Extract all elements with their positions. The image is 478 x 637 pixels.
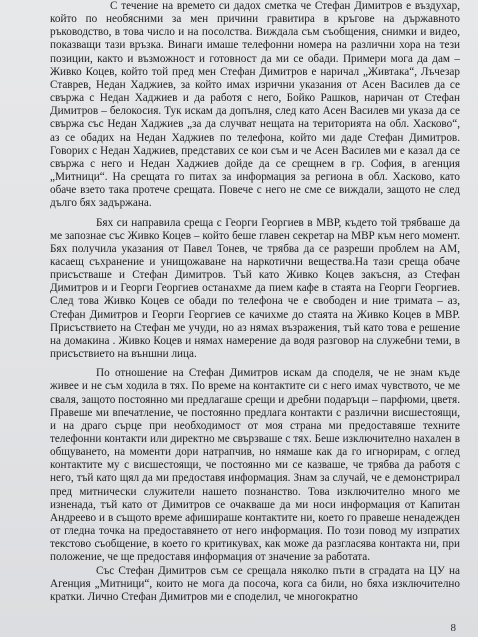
paragraph-4: Със Стефан Димитров съм се срещала няколко пъти в сградата на ЦУ на Агенция „Митници“, които не мога да посоча, кога са били, но бяха изключително кратки. Лично Стефан Димитров ми е споделил, че многократно	[50, 564, 460, 603]
paragraph-2: Бях си направила среща с Георги Георгиев в МВР, където той трябваше да ме запознае със Живко Коцев – който беше главен секретар на МВР към него момент. Бях получила указания от Павел Тонев, че трябва да се разреши проблем на АМ, касаещ съхранение и унищожаване на наркотични вещества.На тази среща обаче присъстваше и Стефан Димитров. Тъй като Живко Коцев закъсня, аз Стефан Димитров и и Георги Георгиев останахме да пием кафе в стаята на Георги Георгиев. След това Живко Коцев се обади по телефона че е свободен и ние тримата – аз, Стефан Димитров и Георги Георгиев се качихме до стаята на Живко Коцев в МВР. Присъствието на Стефан ме учуди, но аз нямах възражения, тъй като това е решение на домакина . Живко Коцев и нямах намерение да водя разговор на служебни теми, в присъствието на външни лица.	[50, 216, 460, 361]
document-body	[50, 0, 460, 604]
paragraph-3: По отношение на Стефан Димитров искам да споделя, че не знам къде живее и не съм ходила в тях. По време на контактите си с него имах чувството, че ме сваля, защото постоянно ми предлагаше срещи и дребни подаръци – парфюми, цветя. Правеше ми впечатление, че постоянно предлага контакти с различни висшестоящи, и на драго сърце при необходимост от моя страна ми предоставяше техните телефонни контакти или директно ме свързваше с тях. Беше изключително нахален в общуването, на моменти дори натрапчив, но нямаше как да го игнорирам, с оглед контактите му с висшестоящи, че постоянно ми се казваше, че трябва да работя с него, тъй като щял да ми предоставя информация. Знам за случай, че е демонстрирал пред митнически служители нашето познанство. Това изключително много ме изненада, тъй като от Димитров се очакваше да ми носи информация от Капитан Андреево и в същото време афишираше контактите ни, което го правеше ненадежден от гледна точка на предоставянето от него информация. По този повод му изпратих текстово съобщение, в което го критикувах, как може да разгласява контакта ни, при положение, че ще предоставя информация от значение за работата.	[50, 367, 460, 564]
page-number: 8	[450, 622, 456, 634]
paragraph-1: С течение на времето си дадох сметка че Стефан Димитров е въздухар, който по необясними за мен причини гравитира в кръгове на държавното ръководство, в това число и на посолства. Виждала съм съобщения, снимки и видео, показващи тази връзка. Винаги имаше телефонни номера на различни хора на тези позиции, както и възможност и готовност да ми се обади. Примери мога да дам – Живко Коцев, който той пред мен Стефан Димитров е наричал „Живтака“, Лъчезар Ставрев, Недан Хаджиев, за който имах изрични указания от Асен Василев да се свържа с Недан Хаджиев и да работя с него, Бойко Рашков, наричан от Стефан Димитров – белокосия. Тук искам да допълня, след като Асен Василев ми указа да се свържа със Недан Хаджиев „за да случват нещата на територията на обл. Хасково“, аз се обадих на Недан Хаджиев по телефона, който ми даде Стефан Димитров. Говорих с Недан Хаджиев, представих се кои съм и че Асен Василев ми е казал да се свържа с него и Недан Хаджиев дойде да се срещнем в гр. София, в агенция „Митници“. На срещата го питах за информация за региона в обл. Хасково, като обаче взето така протече срещата. Повече с него не сме се виждали, защото не след дълго бях задържана.	[50, 0, 460, 210]
